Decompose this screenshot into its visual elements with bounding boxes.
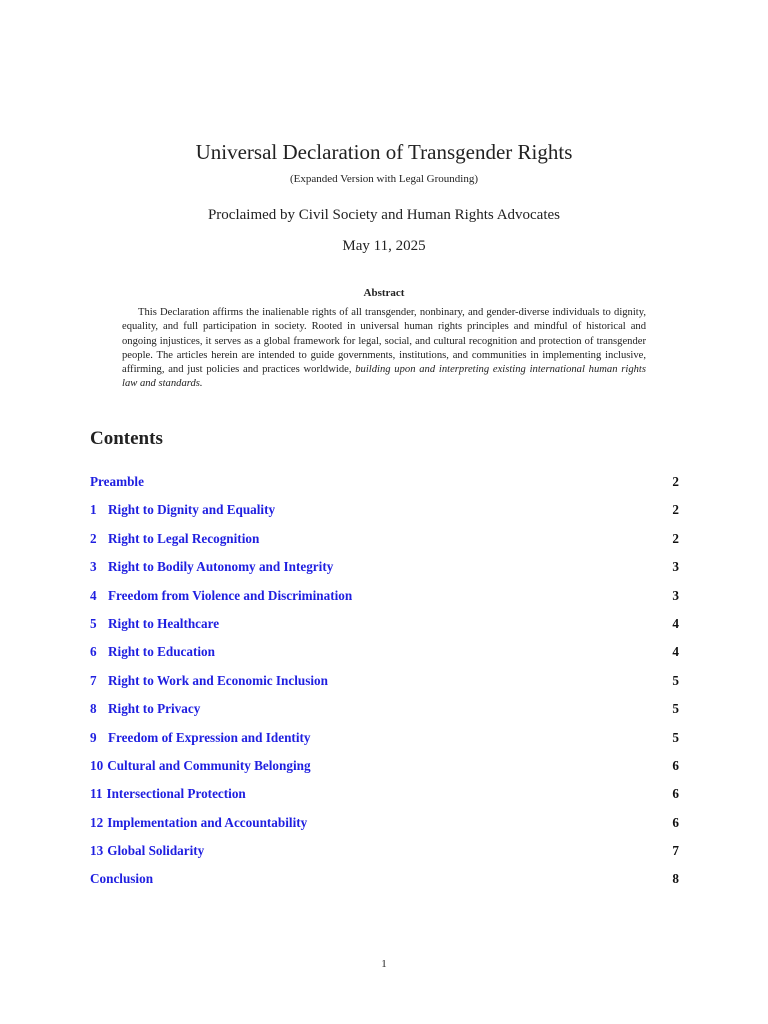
toc-row (90, 815, 679, 843)
toc-link[interactable] (90, 871, 153, 887)
toc-section-number: 5 (90, 615, 97, 631)
page-number: 1 (381, 958, 387, 970)
toc-page-number[interactable]: 6 (672, 786, 679, 802)
toc-section-title: Right to Bodily Autonomy and Integrity (108, 559, 334, 575)
author-line: Proclaimed by Civil Society and Human Rights Advocates (207, 207, 561, 223)
toc-page-number[interactable]: 5 (672, 729, 679, 745)
toc-page-number[interactable]: 2 (672, 530, 679, 546)
abstract-body (122, 306, 646, 392)
toc-link[interactable] (90, 673, 328, 689)
toc-row (90, 644, 679, 672)
toc-section-title: Right to Healthcare (108, 615, 220, 631)
toc-section-title: Cultural and Community Belonging (107, 757, 311, 773)
toc-section-title: Right to Legal Recognition (108, 530, 260, 546)
toc-section-number: 9 (90, 729, 97, 745)
toc-row (90, 786, 679, 814)
toc-link[interactable] (90, 474, 144, 490)
toc-page-number[interactable]: 3 (672, 559, 679, 575)
toc-section-title: Conclusion (90, 871, 154, 887)
toc-page-number[interactable]: 3 (672, 587, 679, 603)
toc-section-number: 4 (90, 587, 97, 603)
document-subtitle: (Expanded Version with Legal Grounding) (290, 173, 478, 185)
toc-page-number[interactable]: 6 (672, 814, 679, 830)
toc-page-number[interactable]: 4 (672, 644, 679, 660)
toc-row (90, 673, 679, 701)
toc-section-title: Freedom from Violence and Discrimination (108, 587, 353, 603)
toc-link[interactable] (90, 758, 311, 774)
toc-section-number: 2 (90, 530, 97, 546)
toc-section-number: 10 (90, 757, 104, 773)
toc-row (90, 474, 679, 502)
toc-section-title: Right to Education (108, 644, 215, 660)
toc-page-number[interactable]: 7 (672, 843, 679, 859)
toc-section-title: Right to Work and Economic Inclusion (108, 672, 328, 688)
toc-page-number[interactable]: 5 (672, 701, 679, 717)
toc-section-number: 8 (90, 701, 97, 717)
toc-page-number[interactable]: 6 (672, 757, 679, 773)
toc-section-number: 3 (90, 559, 97, 575)
document-date: May 11, 2025 (342, 238, 426, 254)
contents-heading: Contents (90, 428, 163, 449)
toc-section-title: Implementation and Accountability (107, 814, 308, 830)
toc-link[interactable] (90, 815, 307, 831)
toc-row (90, 730, 679, 758)
toc-section-title: Global Solidarity (107, 843, 205, 859)
table-of-contents (90, 474, 679, 900)
toc-page-number[interactable]: 4 (672, 615, 679, 631)
toc-link[interactable] (90, 502, 275, 518)
toc-section-number: 6 (90, 644, 97, 660)
toc-section-number: 12 (90, 814, 104, 830)
toc-section-number: 1 (90, 502, 97, 518)
abstract-text-italic: building upon and interpreting existing international human rights law and standards. (122, 364, 646, 390)
toc-section-title: Right to Privacy (108, 701, 201, 717)
toc-page-number[interactable]: 2 (672, 502, 679, 518)
abstract-heading: Abstract (363, 287, 405, 299)
toc-link[interactable] (90, 730, 310, 746)
document-title: Universal Declaration of Transgender Rights (195, 140, 573, 164)
toc-link[interactable] (90, 559, 333, 575)
toc-section-title: Freedom of Expression and Identity (108, 729, 311, 745)
abstract-text: This Declaration affirms the inalienable rights of all transgender, nonbinary, and gender-diverse individuals to dignity, equality, and full participation in society. Rooted in universal human rights principles and mindful of historical and ongoing injustices, it serves as a global framework for legal, social, and cultural recognition and protection of transgender people. The articles herein are intended to guide governments, institutions, and communities in implementing inclusive, affirming, and just policies and practices worldwide, (122, 307, 646, 376)
toc-section-number: 11 (90, 786, 103, 802)
toc-row (90, 701, 679, 729)
toc-section-number: 13 (90, 843, 104, 859)
toc-section-title: Preamble (90, 474, 144, 489)
toc-row (90, 531, 679, 559)
toc-section-number: 7 (90, 672, 97, 688)
toc-row (90, 871, 679, 899)
toc-link[interactable] (90, 843, 204, 859)
toc-section-title: Right to Dignity and Equality (108, 502, 276, 518)
toc-row (90, 758, 679, 786)
toc-page-number[interactable]: 2 (672, 474, 679, 489)
toc-row (90, 616, 679, 644)
toc-link[interactable] (90, 531, 259, 547)
toc-page-number[interactable]: 8 (672, 871, 679, 887)
toc-row (90, 502, 679, 530)
toc-row (90, 843, 679, 871)
toc-link[interactable] (90, 701, 200, 717)
toc-link[interactable] (90, 616, 219, 632)
toc-page-number[interactable]: 5 (672, 672, 679, 688)
toc-row (90, 588, 679, 616)
toc-section-title: Intersectional Protection (106, 786, 246, 802)
toc-link[interactable] (90, 786, 246, 802)
toc-link[interactable] (90, 588, 352, 604)
toc-link[interactable] (90, 644, 215, 660)
toc-row (90, 559, 679, 587)
